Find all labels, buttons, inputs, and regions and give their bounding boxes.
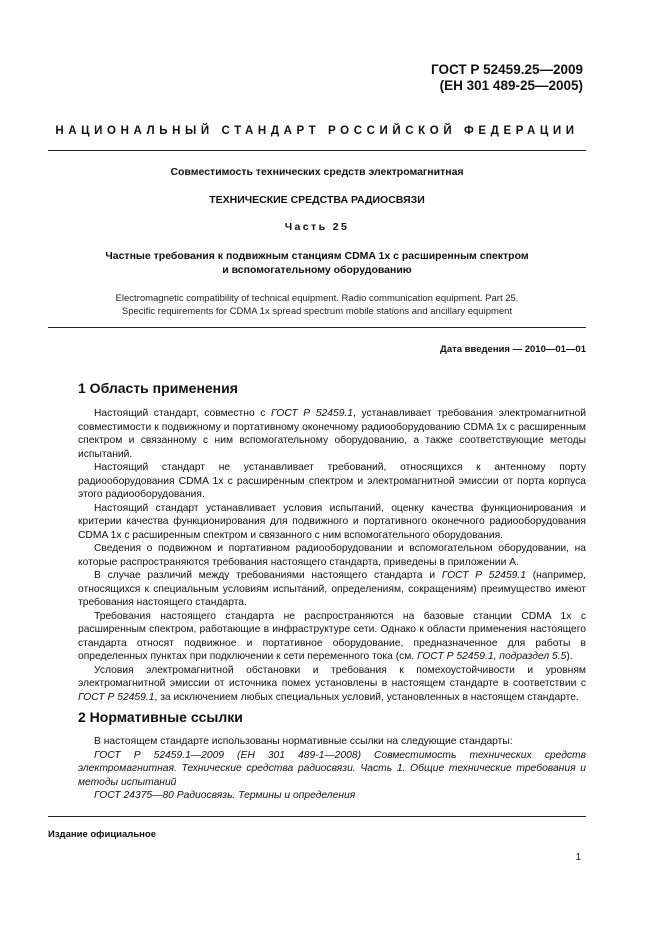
- official-edition: Издание официальное: [48, 829, 156, 840]
- title-line2: ТЕХНИЧЕСКИЕ СРЕДСТВА РАДИОСВЯЗИ: [209, 194, 425, 206]
- paragraph: Условия электромагнитной обстановки и требования к помехоустойчивости и уровням электромагнитной эмиссии от источника помех установлены в настоящем стандарте в соответствии с ГОСТ Р 52459.1, за исключением любых специальных условий, установленных в настоящем стандарте.: [78, 664, 586, 703]
- title-line1: Совместимость технических средств электромагнитная: [170, 166, 464, 178]
- paragraph: В случае различий между требованиями настоящего стандарта и ГОСТ Р 52459.1 (например, относящихся к специальным условиям испытаний, определениям, сокращениям) преимущество имеют требования настоящего стандарта.: [78, 570, 586, 608]
- gost-reference: ГОСТ Р 52459.1: [441, 570, 526, 581]
- page-number: 1: [575, 852, 581, 863]
- section2-body: [78, 735, 586, 803]
- document-code: [431, 62, 583, 94]
- subtitle-line1: Частные требования к подвижным станциям CDMA 1x с расширенным спектром: [105, 250, 529, 262]
- english-title-line1: Electromagnetic compatibility of technical equipment. Radio communication equipment. Part 25.: [115, 293, 519, 304]
- mid-divider: [48, 327, 586, 328]
- en-equivalent: (ЕН 301 489-25—2005): [439, 78, 583, 93]
- paragraph: Требования настоящего стандарта не распространяются на базовые станции CDMA 1x с расширенным спектром, работающие в инфраструктуре сети. Однако к области применения настоящего стандарта относят подвижное и портативное оборудование, предназначенное для работы в определенных пунктах при подключении к сети переменного тока (см. ГОСТ Р 52459.1, подраздел 5.5).: [78, 610, 586, 662]
- gost-number: ГОСТ Р 52459.25—2009: [431, 62, 583, 77]
- subtitle-line2: и вспомогательному оборудованию: [222, 264, 412, 276]
- paragraph: В настоящем стандарте использованы нормативные ссылки на следующие стандарты:: [94, 736, 513, 747]
- part-number: Часть 25: [284, 221, 350, 233]
- paragraph: Сведения о подвижном и портативном радиооборудовании и вспомогательном оборудовании, на которые распространяются требования настоящего стандарта, приведены в приложении А.: [78, 543, 586, 568]
- paragraph: Настоящий стандарт устанавливает условия испытаний, оценку качества функционирования и критерии качества функционирования для подвижного и портативного оконечного радиооборудования CDMA 1x с расширенным спектром и связанного с ним вспомогательного оборудования.: [78, 502, 586, 541]
- gost-reference: ГОСТ Р 52459.1: [271, 408, 354, 419]
- national-standard-heading: НАЦИОНАЛЬНЫЙ СТАНДАРТ РОССИЙСКОЙ ФЕДЕРАЦИИ: [55, 125, 579, 137]
- paragraph: Настоящий стандарт, совместно с ГОСТ Р 52459.1, устанавливает требования электромагнитной совместимости к подвижному и портативному оконечному радиооборудованию CDMA 1x с расширенным спектром и связанному с ним вспомогательному оборудованию, а также соответствующие методы испытаний.: [78, 408, 587, 460]
- section2-title: 2 Нормативные ссылки: [78, 709, 243, 725]
- gost-reference: ГОСТ Р 52459.1: [78, 691, 155, 703]
- english-title-line2: Specific requirements for CDMA 1x spread spectrum mobile stations and ancillary equipment: [121, 306, 513, 317]
- top-divider: [48, 150, 586, 151]
- normative-reference: ГОСТ Р 52459.1—2009 (ЕН 301 489-1—2008) Совместимость технических средств электромагнитная. Технические средства радиосвязи. Часть 1. Общие технические требования и методы испытаний: [78, 749, 586, 788]
- bottom-divider: [48, 816, 586, 817]
- section1-title: 1 Область применения: [78, 380, 238, 396]
- normative-reference: ГОСТ 24375—80 Радиосвязь. Термины и определения: [94, 790, 356, 801]
- introduction-date: Дата введения — 2010—01—01: [440, 344, 586, 355]
- section1-body: [78, 407, 586, 704]
- gost-reference: ГОСТ Р 52459.1, подраздел 5.5: [417, 651, 567, 662]
- paragraph: Настоящий стандарт не устанавливает требований, относящихся к антенному порту радиооборудования CDMA 1x с расширенным спектром и электромагнитной эмиссии от порта корпуса этого радиооборудования.: [78, 462, 586, 500]
